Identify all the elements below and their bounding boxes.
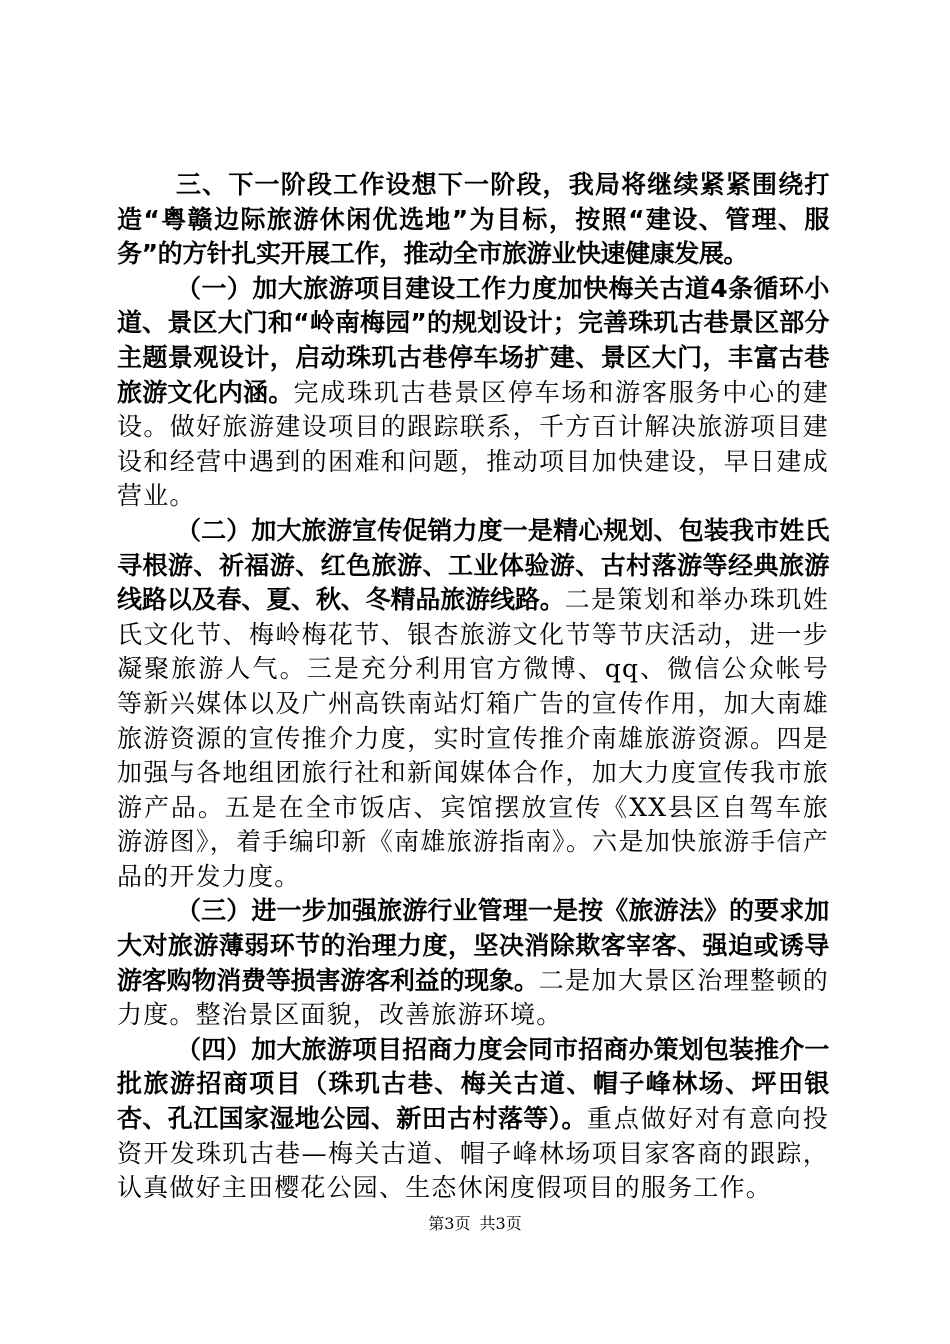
paragraph-item-one — [117, 272, 829, 514]
paragraph-normal-text: 二是策划和举办珠玑姓氏文化节、梅岭梅花节、银杏旅游文化节等节庆活动，进一步凝聚旅游人气。三是充分利用官方微博、qq、微信公众帐号等新兴媒体以及广州高铁南站灯箱广告的宣传作用，加大南雄旅游资源的宣传推介力度，实时宣传推介南雄旅游资源。四是加强与各地组团旅行社和新闻媒体合作，加大力度宣传我市旅游产品。五是在全市饭店、宾馆摆放宣传《XX县区自驾车旅游游图》，着手编印新《南雄旅游指南》。六是加快旅游手信产品的开发力度。 — [117, 585, 829, 891]
paragraph-bold-text: （二）加大旅游宣传促销力度一是精心规划、包装我市姓氏寻根游、祈福游、红色旅游、工业体验游、古村落游等经典旅游线路以及春、夏、秋、冬精品旅游线路。 — [117, 515, 829, 615]
paragraph-bold-text: 三、下一阶段工作设想下一阶段，我局将继续紧紧围绕打造“粤赣边际旅游休闲优选地”为目标，按照“建设、管理、服务”的方针扎实开展工作，推动全市旅游业快速健康发展。 — [117, 170, 829, 269]
paragraph-item-two — [117, 514, 829, 895]
paragraph-bold-text: （四）加大旅游项目招商力度会同市招商办策划包装推介一批旅游招商项目（珠玑古巷、梅关古道、帽子峰林场、坪田银杏、孔江国家湿地公园、新田古村落等）。 — [117, 1034, 829, 1134]
paragraph-section-three — [117, 168, 829, 272]
paragraph-bold-text: （一）加大旅游项目建设工作力度加快梅关古道4条循环小道、景区大门和“岭南梅园”的规划设计；完善珠玑古巷景区部分主题景观设计，启动珠玑古巷停车场扩建、景区大门，丰富古巷旅游文化内涵。 — [117, 273, 829, 407]
page-total: 共3页 — [479, 1214, 522, 1233]
paragraph-bold-text: （三）进一步加强旅游行业管理一是按《旅游法》的要求加大对旅游薄弱环节的治理力度，坚决消除欺客宰客、强迫或诱导游客购物消费等损害游客利益的现象。 — [117, 896, 829, 995]
paragraph-item-four — [117, 1033, 829, 1206]
page-footer — [0, 1213, 950, 1235]
paragraph-normal-text: 二是加大景区治理整顿的力度。整治景区面貌，改善旅游环境。 — [117, 965, 830, 1030]
paragraph-item-three — [117, 894, 829, 1032]
page-number: 第3页 — [428, 1214, 471, 1233]
paragraph-normal-text: 完成珠玑古巷景区停车场和游客服务中心的建设。做好旅游建设项目的跟踪联系，千方百计解决旅游项目建设和经营中遇到的困难和问题，推动项目加快建设，早日建成营业。 — [117, 377, 829, 511]
document-body — [117, 168, 829, 1206]
paragraph-normal-text: 重点做好对有意向投资开发珠玑古巷—梅关古道、帽子峰林场项目家客商的跟踪，认真做好主田樱花公园、生态休闲度假项目的服务工作。 — [117, 1104, 829, 1203]
